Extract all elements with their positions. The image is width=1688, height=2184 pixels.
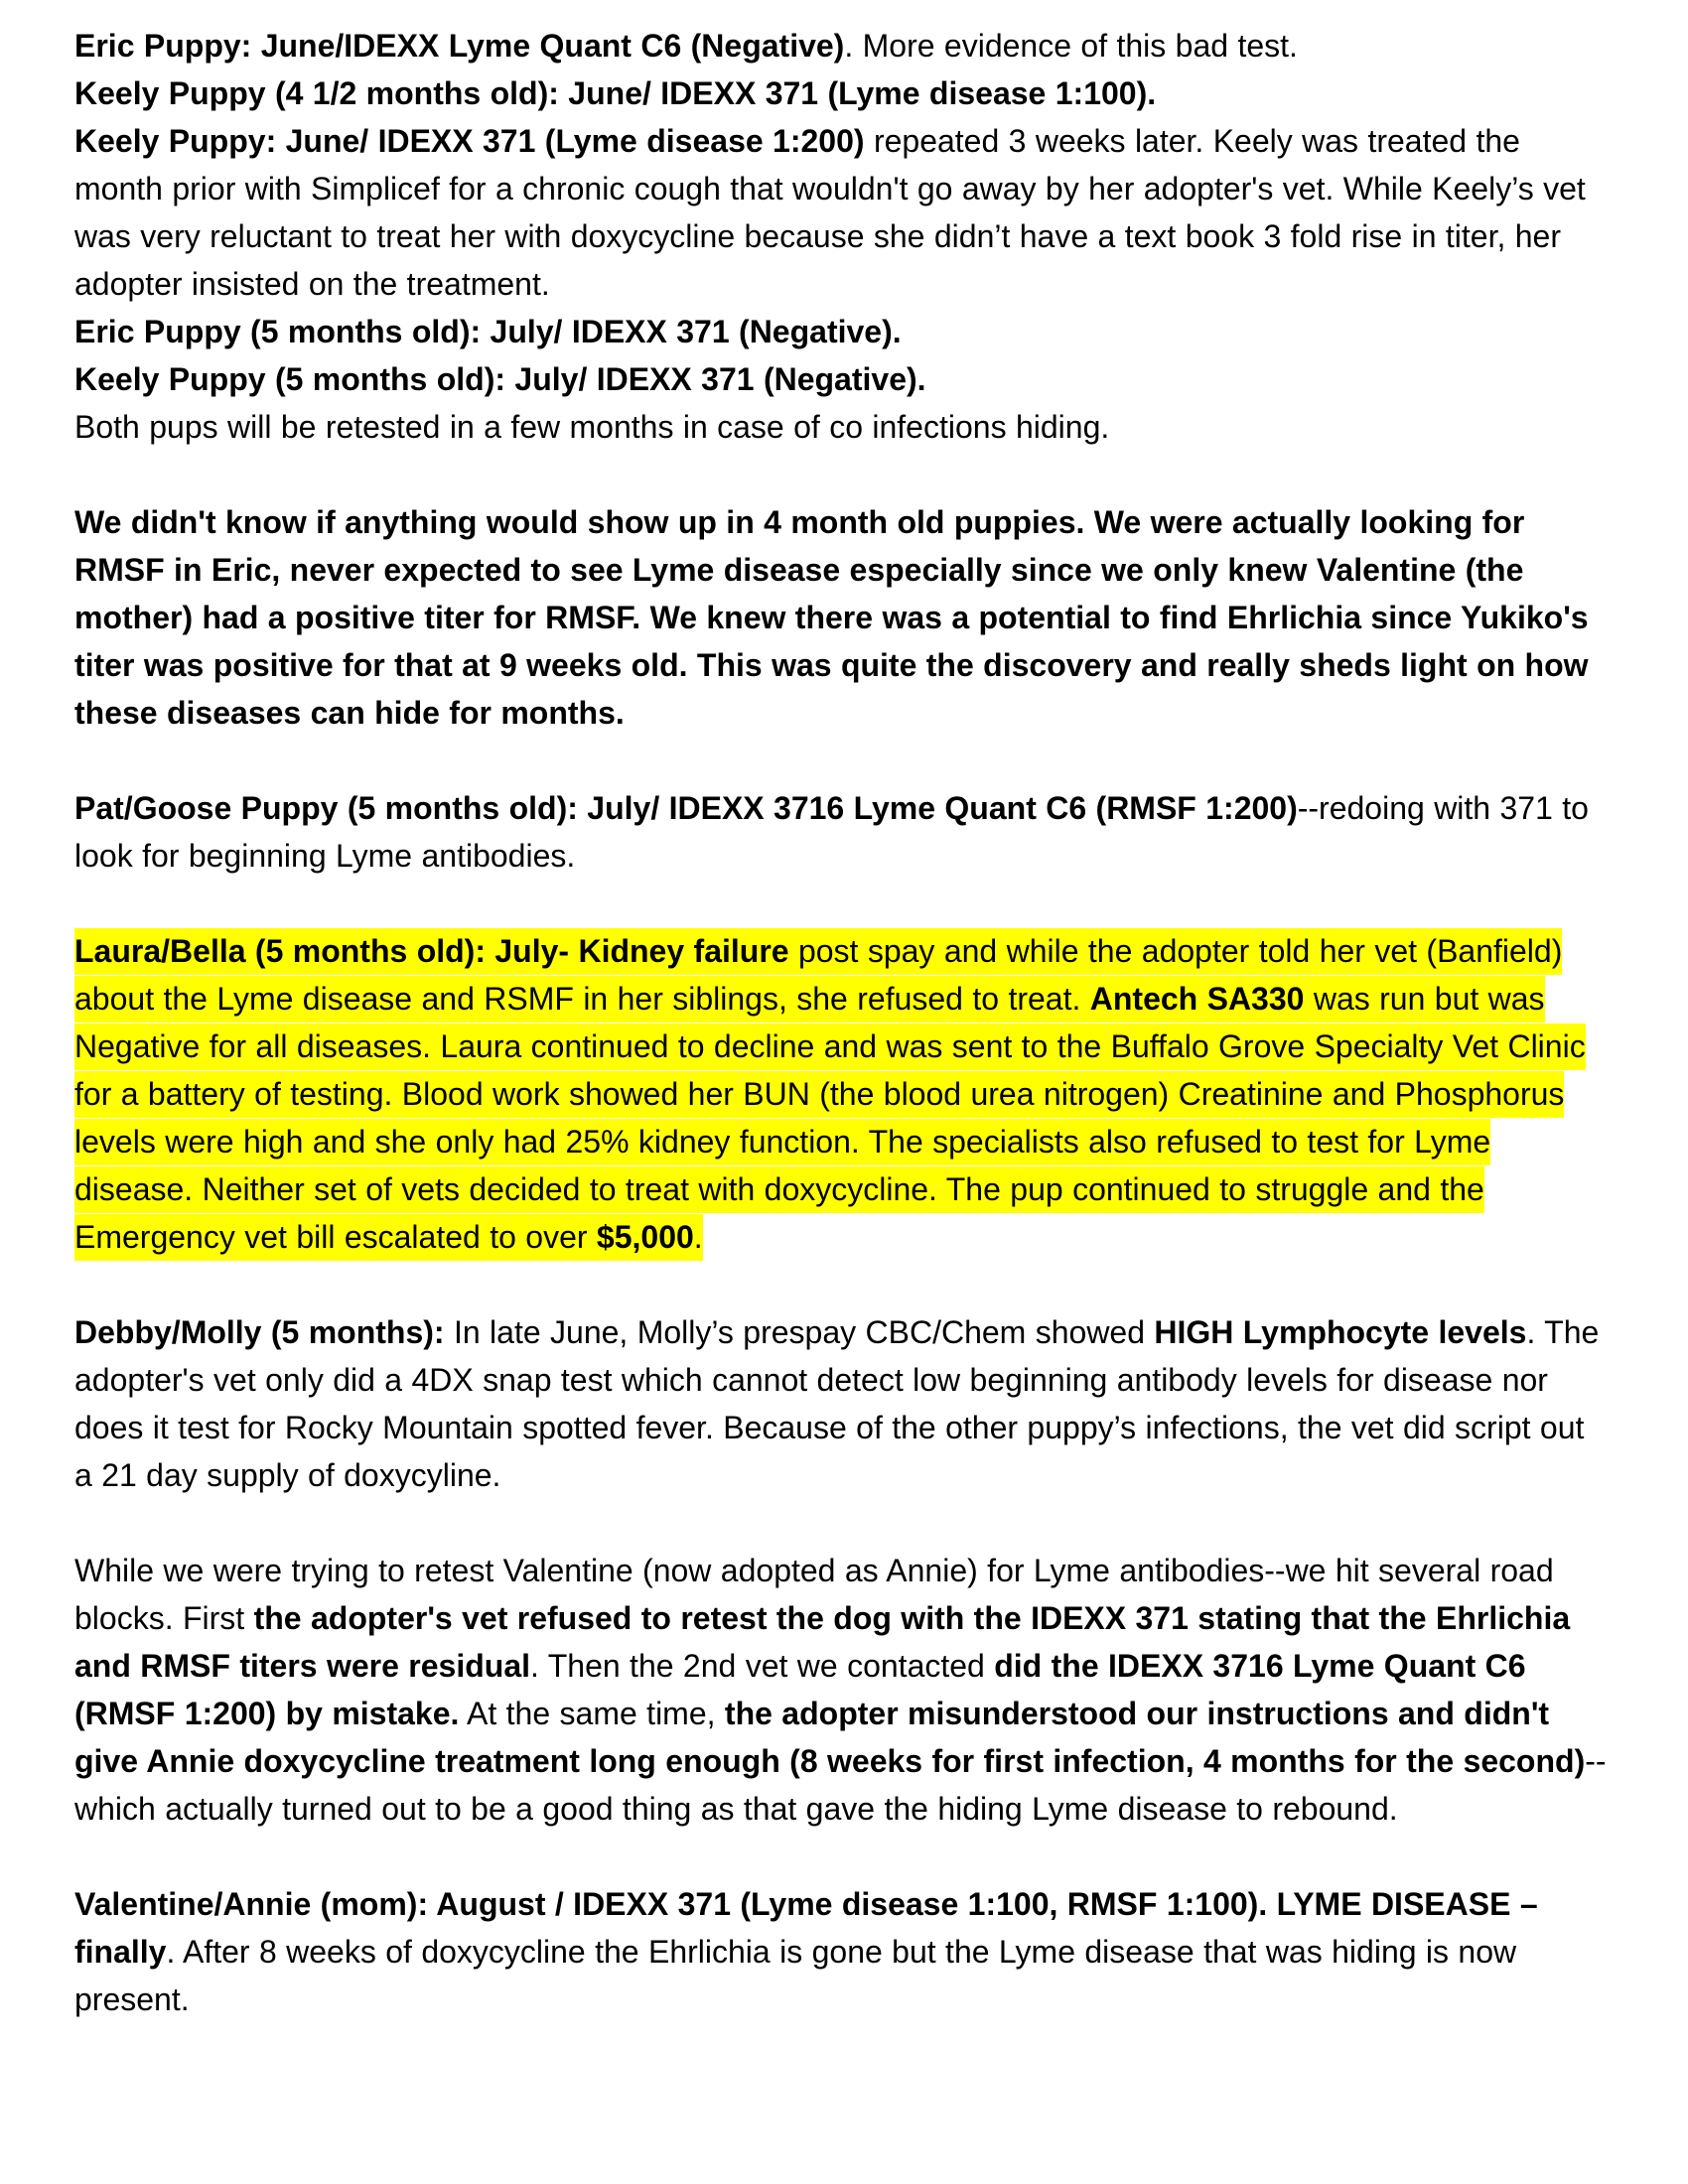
highlighted-bold-text-run: Antech SA330 xyxy=(1090,976,1305,1023)
text-run: While we were trying to retest Valentine (now adopted as Annie) for Lyme antibodies--we hit several road blocks. First xyxy=(74,1553,1554,1636)
blank-line xyxy=(74,1833,1611,1880)
text-run: . Then the 2nd vet we contacted xyxy=(530,1648,995,1684)
bold-text-run: the adopter's vet refused to retest the dog with the IDEXX 371 stating that the Ehrlichia and RMSF titers were residual xyxy=(74,1600,1571,1684)
blank-line xyxy=(74,1261,1611,1308)
bold-text-run: Keely Puppy (4 1/2 months old): June/ IDEXX 371 (Lyme disease 1:100). xyxy=(74,75,1157,111)
highlighted-bold-text-run: $5,000 xyxy=(597,1214,694,1261)
valentine-retest-roadblocks xyxy=(74,1547,1611,1833)
bold-text-run: We didn't know if anything would show up in 4 month old puppies. We were actually looking for RMSF in Eric, never expected to see Lyme disease especially since we only knew Valentine (the mother) had a positive titer for RMSF. We knew there was a potential to find Ehrlichia since Yukiko's titer was positive for that at 9 weeks old. This was quite the discovery and really sheds light on how these diseases can hide for months. xyxy=(74,504,1589,731)
text-run: repeated 3 weeks later. Keely was treated the month prior with Simplicef for a chronic cough that wouldn't go away by her adopter's vet. While Keely’s vet was very reluctant to treat her with doxycycline because she didn’t have a text book 3 fold rise in titer, her adopter insisted on the treatment. xyxy=(74,123,1586,302)
commentary-four-month-puppies xyxy=(74,498,1611,737)
result-keely-july xyxy=(74,355,1611,403)
text-run: At the same time, xyxy=(459,1696,725,1731)
blank-line xyxy=(74,737,1611,784)
bold-text-run: Debby/Molly (5 months): xyxy=(74,1314,445,1350)
highlighted-text-run: . xyxy=(694,1214,703,1261)
result-eric-june xyxy=(74,22,1611,69)
laura-bella-highlighted-story xyxy=(74,927,1611,1261)
result-keely-june-repeat xyxy=(74,117,1611,308)
result-pat-goose xyxy=(74,784,1611,880)
result-keely-june-first xyxy=(74,69,1611,117)
bold-text-run: Eric Puppy: June/IDEXX Lyme Quant C6 (Negative) xyxy=(74,28,845,64)
bold-text-run: Valentine/Annie (mom): August / IDEXX 371 (Lyme disease 1:100, RMSF 1:100). LYME DISEASE –finally xyxy=(74,1886,1538,1970)
retest-note xyxy=(74,403,1611,451)
blank-line xyxy=(74,880,1611,927)
result-eric-july xyxy=(74,308,1611,355)
highlighted-bold-text-run: Laura/Bella (5 months old): July- Kidney failure xyxy=(74,928,789,975)
text-run: --which actually turned out to be a good thing as that gave the hiding Lyme disease to rebound. xyxy=(74,1743,1607,1827)
bold-text-run: did the IDEXX 3716 Lyme Quant C6 (RMSF 1:200) by mistake. xyxy=(74,1648,1526,1731)
text-run: . After 8 weeks of doxycycline the Ehrlichia is gone but the Lyme disease that was hiding is now present. xyxy=(74,1934,1517,2017)
blank-line xyxy=(74,451,1611,498)
text-run: . More evidence of this bad test. xyxy=(844,28,1298,64)
bold-text-run: the adopter misunderstood our instructions and didn't give Annie doxycycline treatment long enough (8 weeks for first infection, 4 months for the second) xyxy=(74,1696,1586,1779)
text-run: . The adopter's vet only did a 4DX snap test which cannot detect low beginning antibody levels for disease nor does it test for Rocky Mountain spotted fever. Because of the other puppy’s infections, the vet did script out a 21 day supply of doxycyline. xyxy=(74,1314,1600,1493)
bold-text-run: Keely Puppy (5 months old): July/ IDEXX 371 (Negative). xyxy=(74,361,926,397)
debby-molly-story xyxy=(74,1308,1611,1499)
highlighted-text-run: was run but was Negative for all diseases. Laura continued to decline and was sent to the Buffalo Grove Specialty Vet Clinic for a battery of testing. Blood work showed her BUN (the blood urea nitrogen) Creatinine and Phosphorus levels were high and she only had 25% kidney function. The specialists also refused to test for Lyme disease. Neither set of vets decided to treat with doxycycline. The pup continued to struggle and the Emergency vet bill escalated to over xyxy=(74,976,1586,1261)
bold-text-run: Pat/Goose Puppy (5 months old): July/ IDEXX 3716 Lyme Quant C6 (RMSF 1:200) xyxy=(74,790,1298,826)
bold-text-run: Eric Puppy (5 months old): July/ IDEXX 371 (Negative). xyxy=(74,314,902,349)
bold-text-run: Keely Puppy: June/ IDEXX 371 (Lyme disease 1:200) xyxy=(74,123,865,159)
bold-text-run: HIGH Lymphocyte levels xyxy=(1154,1314,1527,1350)
blank-line xyxy=(74,1499,1611,1547)
valentine-annie-august-result xyxy=(74,1880,1611,2023)
highlighted-text-run: post spay and while the adopter told her vet (Banfield) about the Lyme disease and RSMF in her siblings, she refused to treat. xyxy=(74,928,1562,1023)
text-run: Both pups will be retested in a few months in case of co infections hiding. xyxy=(74,409,1110,445)
text-run: In late June, Molly’s prespay CBC/Chem showed xyxy=(444,1314,1155,1350)
text-run: --redoing with 371 to look for beginning Lyme antibodies. xyxy=(74,790,1589,874)
